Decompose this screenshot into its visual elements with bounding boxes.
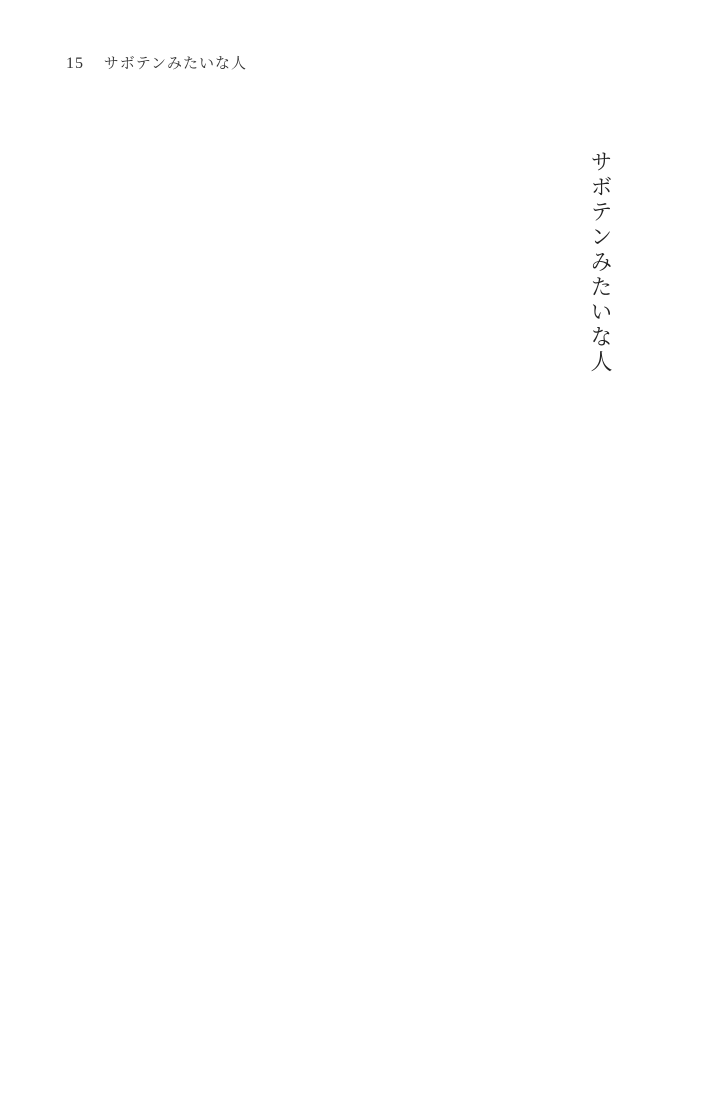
chapter-title: サボテンみたいな人 — [587, 150, 612, 375]
chapter-title-header: サボテンみたいな人 — [103, 54, 248, 72]
page-number: 15 — [66, 55, 84, 72]
running-head — [66, 52, 247, 73]
